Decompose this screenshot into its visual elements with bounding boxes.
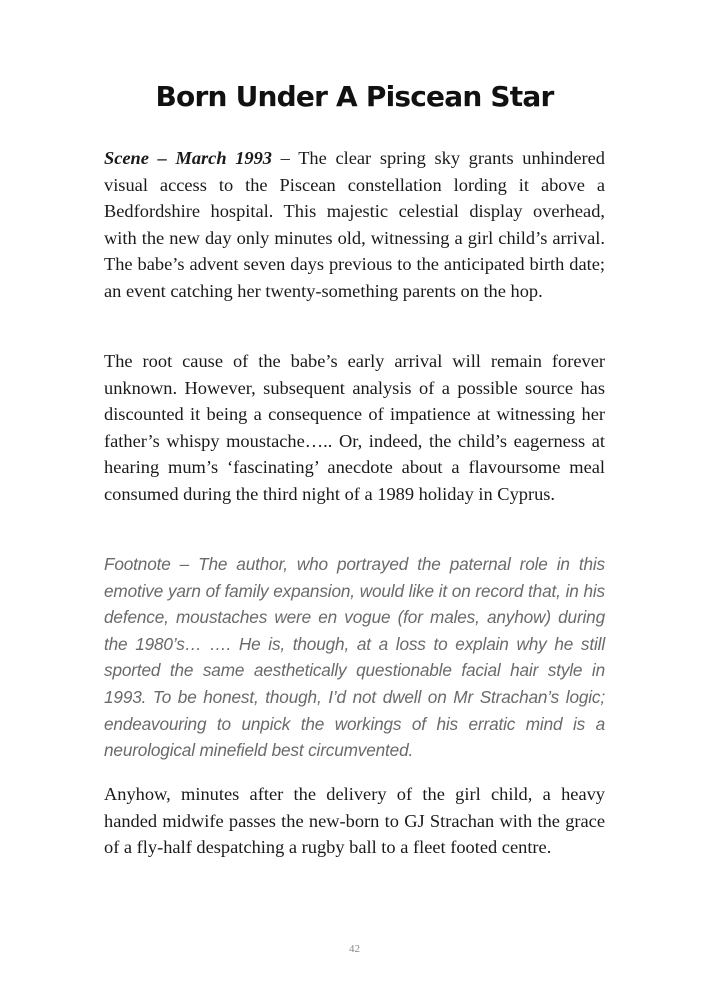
footnote: Footnote – The author, who portrayed the paternal role in this emotive yarn of family expansion, would like it on record that, in his defence, moustaches were en vogue (for males, anyhow) during the 1980’s… …. He is, though, at a loss to explain why he still sported the same aesthetically questionable facial hair style in 1993. To be honest, though, I’d not dwell on Mr Strachan’s logic; endeavouring to unpick the workings of his erratic mind is a neurological minefield best circumvented. xyxy=(104,554,605,761)
scene-label: Scene xyxy=(104,148,149,168)
paragraph-scene xyxy=(104,145,605,305)
scene-date: March 1993 xyxy=(175,148,273,168)
page-number: 42 xyxy=(349,943,360,955)
chapter-title: Born Under A Piscean Star xyxy=(155,80,554,113)
paragraph-text: – The clear spring sky grants unhindered visual access to the Piscean constellation lording it above a Bedfordshire hospital. This majestic celestial display overhead, with the new day only minutes old, witnessing a girl child’s arrival. The babe’s advent seven days previous to the anticipated birth date; an event catching her twenty-something parents on the hop. xyxy=(104,148,606,301)
paragraph-root-cause: The root cause of the babe’s early arrival will remain forever unknown. However, subsequent analysis of a possible source has discounted it being a consequence of impatience at witnessing her father’s whispy moustache….. Or, indeed, the child’s eagerness at hearing mum’s ‘fascinating’ anecdote about a flavoursome meal consumed during the third night of a 1989 holiday in Cyprus. xyxy=(104,351,605,504)
scene-separator: – xyxy=(148,148,176,168)
paragraph-midwife: Anyhow, minutes after the delivery of the girl child, a heavy handed midwife passes the new-born to GJ Strachan with the grace of a fly-half despatching a rugby ball to a fleet footed centre. xyxy=(104,784,605,858)
